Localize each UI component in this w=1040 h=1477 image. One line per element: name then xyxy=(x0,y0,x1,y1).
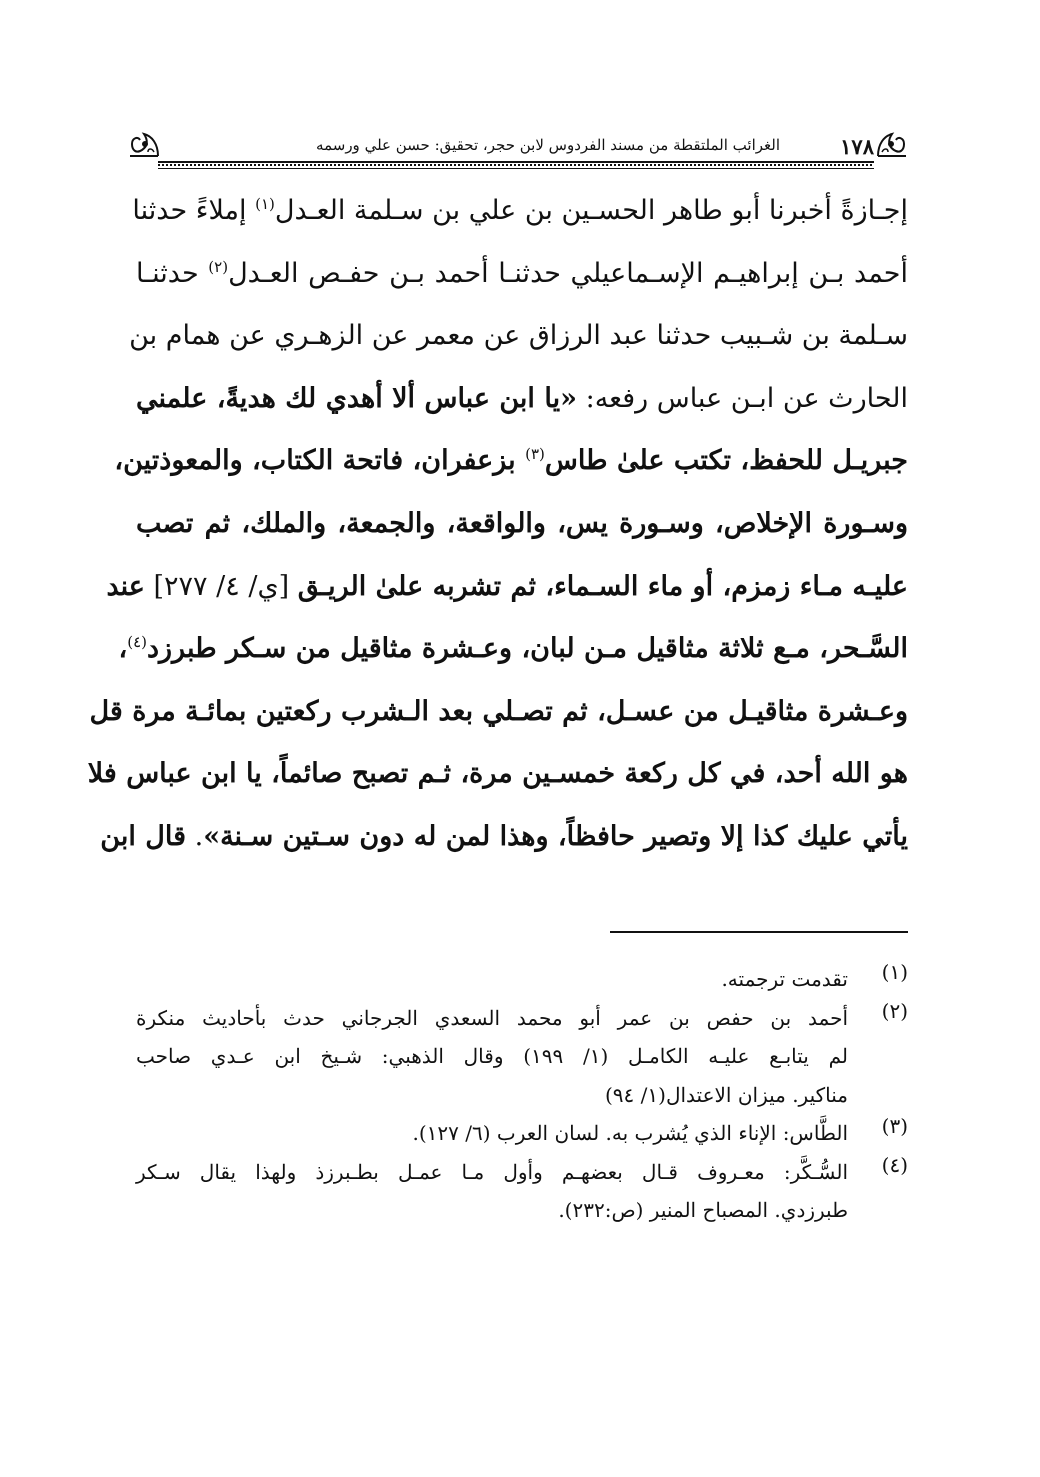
text-line xyxy=(100,806,908,869)
hadith-text: جبريـل للحفظ، تكتب علىٰ طاس xyxy=(544,445,908,477)
isnad-text: سـلمة بن شـبيب حدثنا عبد الرزاق عن معمر عن الزهـري عن همام بن xyxy=(129,320,908,352)
text-line xyxy=(114,430,908,493)
text-line xyxy=(136,493,908,556)
text-line xyxy=(129,305,908,368)
footnote xyxy=(136,999,908,1115)
footnote xyxy=(136,960,908,999)
footnote-number: (٣) xyxy=(881,1114,908,1138)
text-line xyxy=(136,243,908,306)
hadith-text: هو الله أحد، في كل ركعة خمسـين مرة، ثـم تصبح صائماً، يا ابن عباس فلا xyxy=(87,758,908,790)
text-line xyxy=(89,681,908,744)
text-line xyxy=(118,618,908,681)
isnad-text: إملاءً حدثنا xyxy=(132,195,256,226)
text-line xyxy=(136,368,908,431)
footnote-text: طبرزدي. المصباح المنير (ص:٢٣٢). xyxy=(558,1198,848,1222)
floral-ornament-icon xyxy=(874,130,908,160)
hadith-text: قال ابن xyxy=(100,820,187,852)
main-text xyxy=(87,180,909,869)
hadith-text: بزعفران، فاتحة الكتاب، والمعوذتين، xyxy=(114,445,526,477)
hadith-text: وعـشرة مثاقيـل من عسـل، ثم تصـلي بعد الـشرب ركعتين بمائـة مرة قل xyxy=(89,695,908,727)
isnad-text: . xyxy=(186,820,204,852)
hadith-text: عليـه مـاء زمزم، أو ماء السـماء، ثم تشربه علىٰ الريـق xyxy=(297,570,908,602)
hadith-text: يأتي عليك كذا إلا وتصير حافظاً، وهذا لمن له دون سـتين سـنة» xyxy=(203,820,908,852)
text-line xyxy=(87,743,908,806)
footnote-text: تقدمت ترجمته. xyxy=(721,967,848,991)
header-rule xyxy=(158,161,874,169)
text-line xyxy=(132,180,908,243)
footnote-number: (٢) xyxy=(881,998,908,1023)
footnote-reference[interactable]: (٤) xyxy=(127,633,147,652)
isnad-text: أحمد بـن إبراهيـم الإسـماعيلي حدثنـا أحمد بـن حفـص العـدل xyxy=(228,257,908,289)
isnad-text: الحارث عن ابـن عباس رفعه: xyxy=(576,382,909,414)
running-title: الغرائب الملتقطة من مسند الفردوس لابن حجر، تحقيق: حسن علي ورسمه xyxy=(316,136,780,154)
hadith-text: السَّـحر، مـع ثلاثة مثاقيل مـن لبان، وعـشرة مثاقيل من سـكر طبرزد xyxy=(146,633,908,665)
footnote-text: أحمد بن حفص بن عمر أبو محمد السعدي الجرجاني حدث بأحاديث منكرة xyxy=(136,1005,848,1030)
floral-ornament-icon xyxy=(128,130,162,160)
running-header xyxy=(128,128,908,168)
footnote-text: مناكير. ميزان الاعتدال(١/ ٩٤) xyxy=(604,1082,848,1107)
isnad-text: [ي/ ٤/ ٢٧٧] xyxy=(144,570,298,602)
isnad-text: إجـازةً أخبرنا أبو طاهر الحسـين بن علي بن سـلمة العـدل xyxy=(274,195,908,226)
footnote-reference[interactable]: (٣) xyxy=(525,445,545,464)
footnote-number: (٤) xyxy=(881,1152,908,1177)
hadith-text: عند xyxy=(106,570,145,602)
footnote-text: السُّـكَّر: معـروف قـال بعضهـم وأول مـا عمـل بطـبرزذ ولهذا يقال سـكر xyxy=(136,1159,849,1184)
footnote-reference[interactable]: (١) xyxy=(255,195,275,213)
hadith-text: ، xyxy=(118,633,128,665)
text-line xyxy=(106,556,908,619)
footnote-number: (١) xyxy=(881,960,908,984)
footnote-separator xyxy=(610,931,908,933)
footnote-text: الطَّاس: الإناء الذي يُشرب به. لسان العرب (٦/ ١٢٧). xyxy=(412,1121,848,1145)
page-number: ١٧٨ xyxy=(840,134,874,159)
footnote xyxy=(136,1114,908,1153)
footnotes xyxy=(136,960,908,1230)
hadith-text: وسـورة الإخلاص، وسـورة يس، والواقعة، والجمعة، والملك، ثم تصب xyxy=(136,507,908,539)
isnad-text: حدثنـا xyxy=(136,257,209,289)
footnote xyxy=(136,1153,908,1230)
footnote-reference[interactable]: (٢) xyxy=(208,257,229,276)
footnote-text: لم يتابـع عليـه الكامـل (١/ ١٩٩) وقال الذهبي: شـيخ ابن عـدي صاحب xyxy=(136,1044,848,1068)
hadith-text: «يا ابن عباس ألا أهدي لك هديةً، علمني xyxy=(136,382,577,414)
